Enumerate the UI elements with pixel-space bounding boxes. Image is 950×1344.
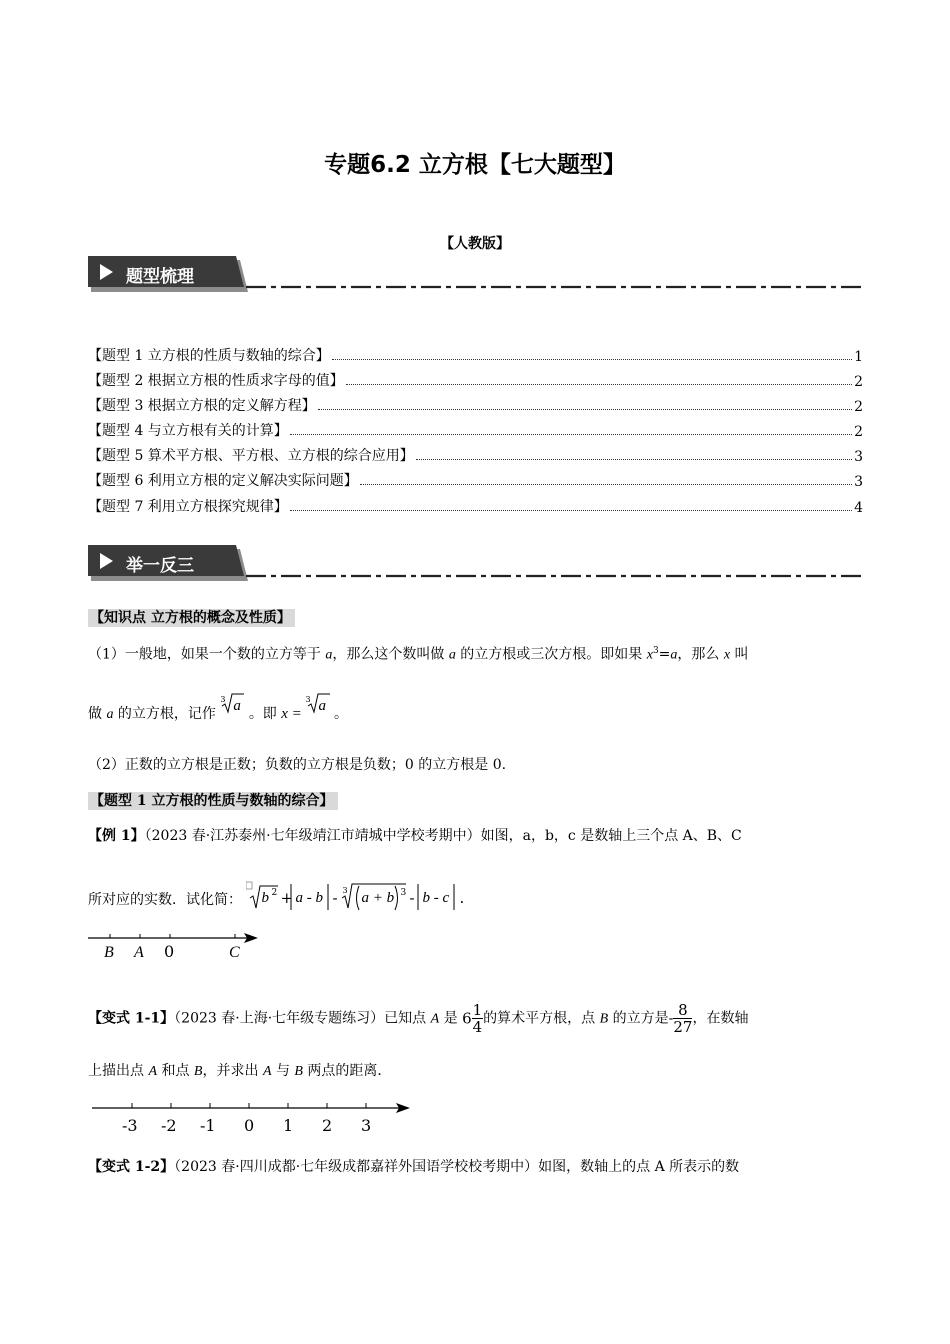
tick-label: -2 xyxy=(161,1116,177,1135)
axis-label: C xyxy=(229,944,240,961)
knowledge-paragraph-1b: 做 a 的立方根，记作 3 a 。即 x = 3 a 。 xyxy=(88,695,348,722)
banner-title: 题型梳理 xyxy=(126,267,194,287)
toc-item[interactable]: 【题型 3 根据立方根的定义解方程】 2 xyxy=(88,398,863,415)
toc-item[interactable]: 【题型 1 立方根的性质与数轴的综合】 1 xyxy=(88,348,863,365)
number-line-1 xyxy=(88,928,268,964)
example-1-expression: 所对应的实数．试化简： b 2 + a - b - 3 a + b 3 - b - c . xyxy=(88,886,472,916)
toc-item[interactable]: 【题型 4 与立方根有关的计算】 2 xyxy=(88,423,863,440)
knowledge-heading: 【知识点 立方根的概念及性质】 xyxy=(88,609,295,627)
section-divider xyxy=(246,573,866,579)
banner-title: 举一反三 xyxy=(126,556,194,576)
variant-1-2-text: 【变式 1-2】（2023 春·四川成都·七年级成都嘉祥外国语学校校考期中）如图，数轴上的点 A 所表示的数 xyxy=(88,1159,740,1175)
edition-label: 【人教版】 xyxy=(440,236,510,252)
tick-label: 1 xyxy=(283,1116,294,1135)
knowledge-paragraph-1: （1）一般地，如果一个数的立方等于 a，那么这个数叫做 a 的立方根或三次方根。即如果 $x^3=a$，那么 x 叫 xyxy=(88,646,749,663)
section-banner-toc xyxy=(88,256,248,292)
axis-label: B xyxy=(104,944,114,961)
cube-root-symbol: 3 a xyxy=(220,700,244,720)
variant-1-1-text: 【变式 1-1】（2023 春·上海·七年级专题练习）已知点 A 是 6 $\frac{1}{4}$ 的算术平方根，点 B 的立方是- $\frac{8}{27}$ ，在数轴 xyxy=(88,1001,749,1036)
section-divider xyxy=(246,284,866,290)
tick-label: 2 xyxy=(322,1116,333,1135)
tick-label: -3 xyxy=(122,1116,138,1135)
fraction: $\frac{8}{27}$ xyxy=(673,1001,693,1036)
toc-item[interactable]: 【题型 6 利用立方根的定义解决实际问题】 3 xyxy=(88,473,863,490)
page-title: 专题6.2 立方根【七大题型】 xyxy=(324,152,626,178)
tick-label: 3 xyxy=(361,1116,372,1135)
section-banner-examples xyxy=(88,545,248,581)
cube-root-symbol: 3 a xyxy=(306,700,330,720)
knowledge-paragraph-2: （2）正数的立方根是正数；负数的立方根是负数；0 的立方根是 0. xyxy=(88,757,507,773)
tick-label: -1 xyxy=(200,1116,216,1135)
toc-item[interactable]: 【题型 5 算术平方根、平方根、立方根的综合应用】 3 xyxy=(88,448,863,465)
tick-label: 0 xyxy=(244,1116,255,1135)
axis-label: A xyxy=(134,944,144,961)
toc-item[interactable]: 【题型 2 根据立方根的性质求字母的值】 2 xyxy=(88,373,863,390)
number-line-2 xyxy=(92,1100,412,1140)
math-expression: b 2 + a - b - 3 a + b 3 - b - c . xyxy=(246,886,472,912)
toc-item[interactable]: 【题型 7 利用立方根探究规律】 4 xyxy=(88,499,863,516)
mixed-fraction: $\frac{1}{4}$ xyxy=(472,1001,483,1036)
type1-heading: 【题型 1 立方根的性质与数轴的综合】 xyxy=(88,792,338,810)
axis-label: 0 xyxy=(164,942,175,961)
example-1-text: 【例 1】（2023 春·江苏泰州·七年级靖江市靖城中学校考期中）如图，a，b，c 是数轴上三个点 A、B、C xyxy=(88,828,742,844)
variant-1-1-line2: 上描出点 A 和点 B，并求出 A 与 B 两点的距离． xyxy=(88,1063,392,1079)
